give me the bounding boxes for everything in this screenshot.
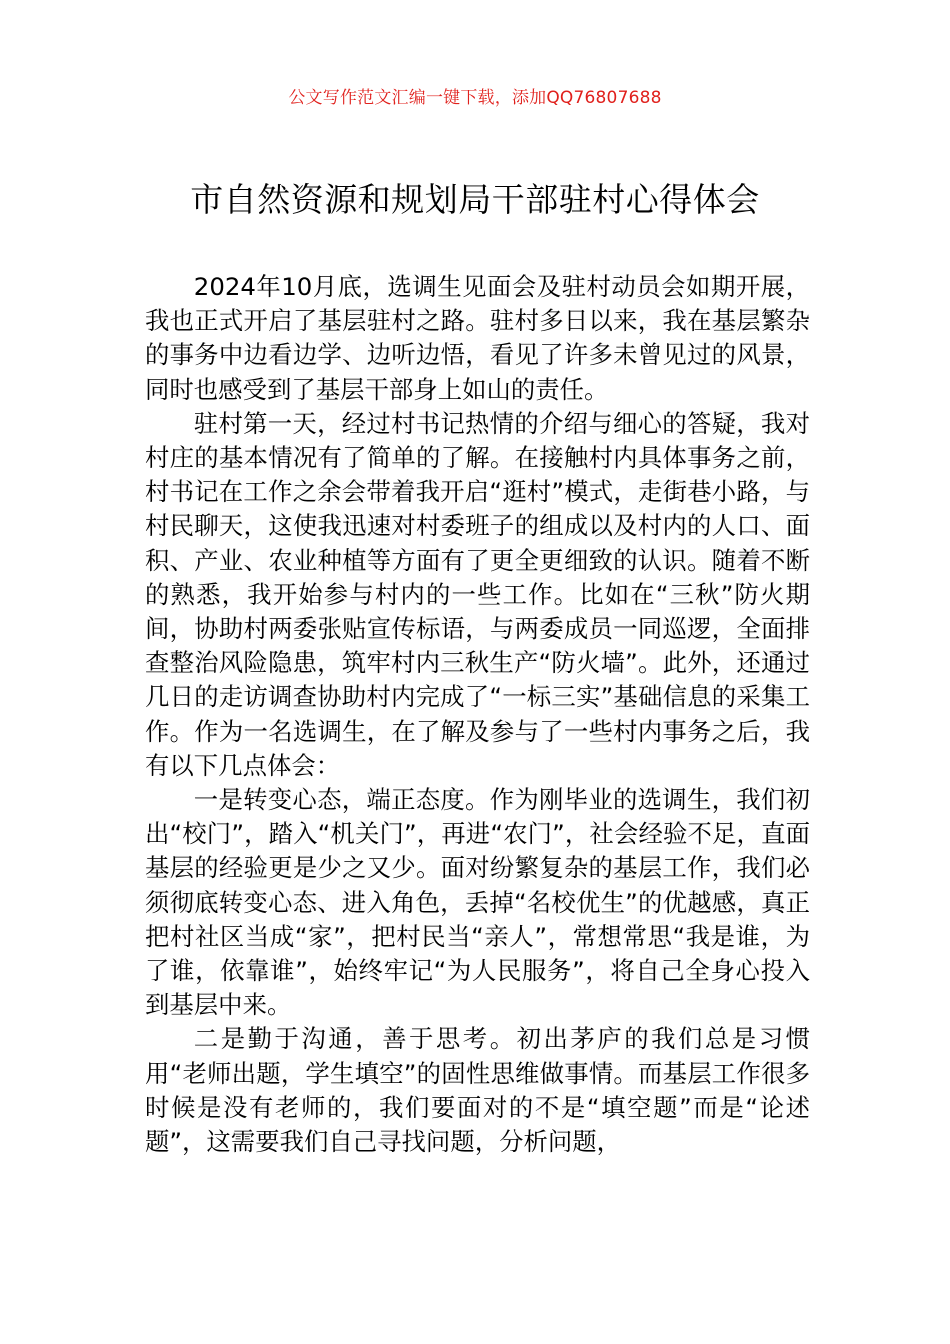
header-note: 公文写作范文汇编一键下载，添加QQ76807688 <box>288 88 662 108</box>
paragraph: 二是勤于沟通，善于思考。初出茅庐的我们总是习惯用“老师出题，学生填空”的固性思维做事情。而基层工作很多时候是没有老师的，我们要面对的不是“填空题”而是“论述题”，这需要我们自己寻找问题，分析问题， <box>145 1024 810 1157</box>
document-body <box>145 270 810 1159</box>
document-title: 市自然资源和规划局干部驻村心得体会 <box>190 180 760 219</box>
paragraph: 驻村第一天，经过村书记热情的介绍与细心的答疑，我对村庄的基本情况有了简单的了解。在接触村内具体事务之前，村书记在工作之余会带着我开启“逛村”模式，走街巷小路，与村民聊天，这使我迅速对村委班子的组成以及村内的人口、面积、产业、农业种植等方面有了更全更细致的认识。随着不断的熟悉，我开始参与村内的一些工作。比如在“三秋”防火期间，协助村两委张贴宣传标语，与两委成员一同巡逻，全面排查整治风险隐患，筑牢村内三秋生产“防火墙”。此外，还通过几日的走访调查协助村内完成了“一标三实”基础信息的采集工作。作为一名选调生，在了解及参与了一些村内事务之后，我有以下几点体会： <box>145 408 810 780</box>
paragraph: 2024年10月底，选调生见面会及驻村动员会如期开展，我也正式开启了基层驻村之路。驻村多日以来，我在基层繁杂的事务中边看边学、边听边悟，看见了许多未曾见过的风景，同时也感受到了基层干部身上如山的责任。 <box>145 272 810 404</box>
paragraph: 一是转变心态，端正态度。作为刚毕业的选调生，我们初出“校门”，踏入“机关门”，再进“农门”，社会经验不足，直面基层的经验更是少之又少。面对纷繁复杂的基层工作，我们必须彻底转变心态、进入角色，丢掉“名校优生”的优越感，真正把村社区当成“家”，把村民当“亲人”，常想常思“我是谁，为了谁，依靠谁”，始终牢记“为人民服务”，将自己全身心投入到基层中来。 <box>145 785 810 1020</box>
